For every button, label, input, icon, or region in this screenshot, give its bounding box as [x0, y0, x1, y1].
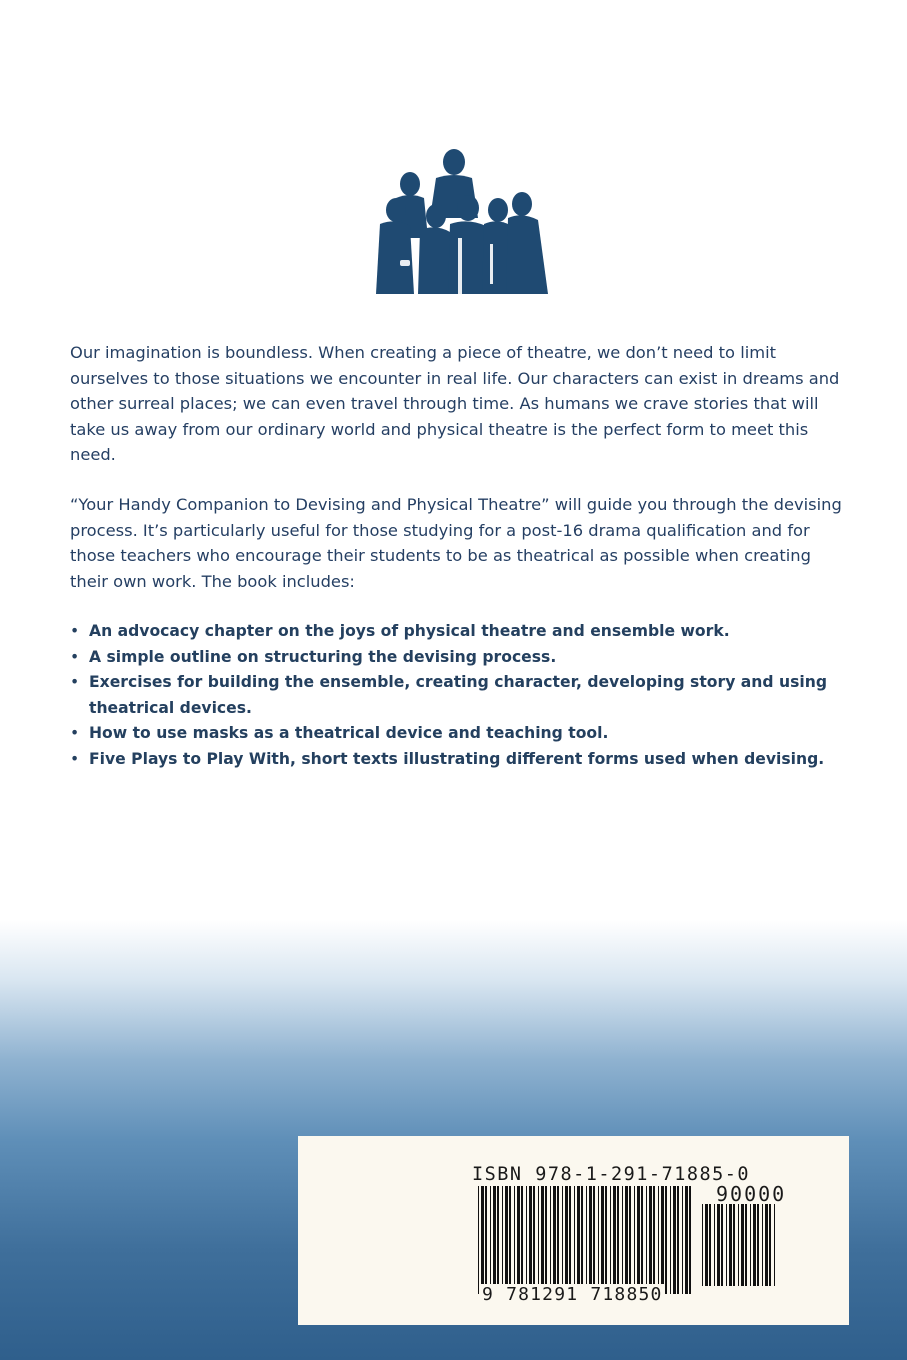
description-paragraph-1: Our imagination is boundless. When creating a piece of theatre, we don’t need to limit ourselves to those situations we encounter in real life. Our characters can exist in dreams and other surreal places; we can even travel through time. As humans we crave stories that will take us away from our ordinary world and physical theatre is the perfect form to meet this need.	[70, 343, 840, 464]
barcode-bar	[745, 1204, 747, 1286]
barcode-bar	[733, 1204, 735, 1286]
barcode-bar	[685, 1186, 688, 1294]
includes-list	[70, 619, 830, 772]
barcode-bar	[673, 1186, 676, 1294]
list-item	[70, 645, 830, 671]
barcode-bar	[774, 1204, 775, 1286]
barcode-bar	[497, 1186, 499, 1294]
list-item	[70, 670, 830, 721]
barcode-bar	[557, 1186, 559, 1294]
barcode-bar	[637, 1186, 640, 1294]
barcode-bar	[625, 1186, 628, 1294]
barcode-bar	[586, 1186, 587, 1294]
barcode-bar	[765, 1204, 768, 1286]
barcode-bar	[762, 1204, 763, 1286]
barcode-bar	[577, 1186, 580, 1294]
list-item-text: Exercises for building the ensemble, creating character, developing story and using theatrical devices.	[89, 673, 827, 717]
barcode-bar	[629, 1186, 631, 1294]
list-item-text: Five Plays to Play With, short texts illustrating different forms used when devising.	[89, 749, 825, 768]
barcode-bar	[661, 1186, 664, 1294]
barcode-bar	[545, 1186, 547, 1294]
list-item	[70, 747, 830, 773]
barcode-bar	[478, 1186, 479, 1294]
barcode-bar	[613, 1186, 616, 1294]
barcode-bar	[502, 1186, 503, 1294]
barcode-bar	[646, 1186, 647, 1294]
barcode-bar	[649, 1186, 652, 1294]
barcode-bar	[565, 1186, 568, 1294]
barcode-bar	[665, 1186, 667, 1294]
barcode-bar	[574, 1186, 575, 1294]
barcode-bar	[721, 1204, 723, 1286]
barcode-bar	[717, 1204, 720, 1286]
bullet-icon: •	[70, 749, 80, 768]
list-item	[70, 619, 830, 645]
barcode-bar	[562, 1186, 563, 1294]
barcode-bar	[569, 1186, 571, 1294]
barcode-bar	[769, 1204, 771, 1286]
isbn-label: ISBN 978-1-291-71885-0	[472, 1164, 751, 1185]
barcode-bar	[533, 1186, 535, 1294]
barcode-bar	[641, 1186, 643, 1294]
barcode-bar	[598, 1186, 599, 1294]
barcode-bar	[521, 1186, 523, 1294]
barcode-bar	[529, 1186, 532, 1294]
barcode-bar	[682, 1186, 683, 1294]
barcode-bar	[517, 1186, 520, 1294]
barcode-bar	[689, 1186, 691, 1294]
barcode-bar	[589, 1186, 592, 1294]
barcode-bar	[726, 1204, 727, 1286]
list-item-text: How to use masks as a theatrical device and teaching tool.	[89, 724, 609, 742]
barcode-bar	[753, 1204, 756, 1286]
barcode-bar	[514, 1186, 515, 1294]
barcode-bar	[702, 1204, 703, 1286]
barcode-bar	[610, 1186, 611, 1294]
barcode-bar	[729, 1204, 732, 1286]
barcode-bar	[677, 1186, 679, 1294]
barcode-bar	[550, 1186, 551, 1294]
barcode-bar	[741, 1204, 744, 1286]
barcode-bar	[617, 1186, 619, 1294]
list-item-text: A simple outline on structuring the devising process.	[89, 647, 557, 666]
barcode-bar	[658, 1186, 659, 1294]
barcode-bar	[553, 1186, 556, 1294]
barcode-bar	[634, 1186, 635, 1294]
barcode-bar	[757, 1204, 759, 1286]
description-paragraph-2: “Your Handy Companion to Devising and Physical Theatre” will guide you through the devising process. It’s particularly useful for those studying for a post-16 drama qualification and for those teachers who encourage their students to be as theatrical as possible when creating their own work. The book includes:	[70, 495, 842, 591]
barcode-bar	[622, 1186, 623, 1294]
bullet-icon: •	[70, 724, 80, 742]
barcode-bar	[605, 1186, 607, 1294]
barcode-bar	[601, 1186, 604, 1294]
bullet-icon: •	[70, 647, 80, 666]
barcode-bar	[538, 1186, 539, 1294]
list-item-text: An advocacy chapter on the joys of physical theatre and ensemble work.	[89, 622, 730, 640]
barcode-bar	[581, 1186, 583, 1294]
price-code: 90000	[716, 1182, 787, 1206]
ean-digits: 9 781291 718850	[482, 1284, 663, 1305]
barcode-bar	[714, 1204, 715, 1286]
barcode-bar	[670, 1186, 671, 1294]
barcode-bar	[738, 1204, 739, 1286]
barcode-bar	[750, 1204, 751, 1286]
list-item	[70, 721, 830, 747]
barcode-bar	[481, 1186, 484, 1294]
barcode-bar	[593, 1186, 595, 1294]
bullet-icon: •	[70, 622, 80, 640]
barcode-panel	[298, 1136, 849, 1325]
barcode-bar	[505, 1186, 508, 1294]
barcode-bar	[490, 1186, 491, 1294]
barcode-bar	[653, 1186, 655, 1294]
barcode-bar	[541, 1186, 544, 1294]
barcode-bar	[526, 1186, 527, 1294]
barcode-bar	[705, 1204, 708, 1286]
barcode-bar	[709, 1204, 711, 1286]
ensemble-illustration-icon	[372, 148, 554, 296]
bullet-icon: •	[70, 673, 80, 691]
barcode-bar	[485, 1186, 487, 1294]
barcode-bar	[509, 1186, 511, 1294]
barcode-bar	[493, 1186, 496, 1294]
